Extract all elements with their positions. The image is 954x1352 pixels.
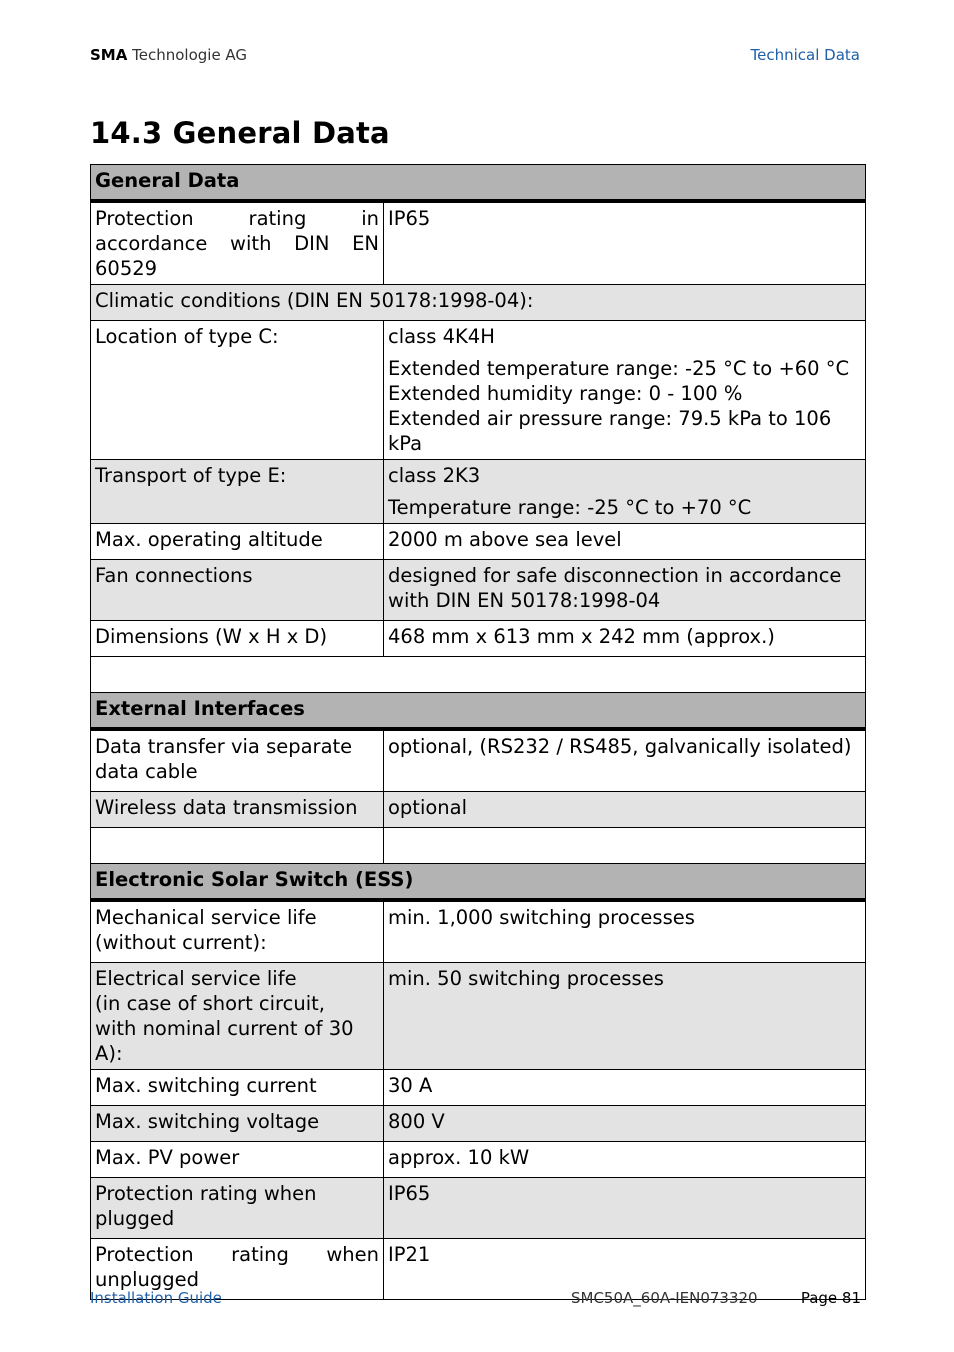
section-title: General Data: [91, 165, 866, 202]
row-value: optional: [384, 792, 866, 828]
label-line: data cable: [95, 760, 198, 783]
table-row: [91, 285, 866, 321]
header-section: Technical Data: [750, 46, 860, 64]
row-value: [384, 460, 866, 524]
footer-page-number: Page 81: [800, 1289, 861, 1307]
row-label: Max. PV power: [91, 1142, 384, 1178]
blank-row: [91, 657, 866, 693]
row-label: Max. operating altitude: [91, 524, 384, 560]
row-value: designed for safe disconnection in accordance with DIN EN 50178:1998-04: [384, 560, 866, 621]
blank-cell: [91, 657, 866, 693]
company-name: Technologie AG: [132, 46, 248, 64]
table-row: [91, 201, 866, 285]
section-header-general: [91, 165, 866, 202]
row-value: min. 1,000 switching processes: [384, 900, 866, 963]
value-line: Extended air pressure range: 79.5 kPa to 106 kPa: [388, 407, 832, 455]
row-label: [91, 1178, 384, 1239]
table-row: [91, 460, 866, 524]
section-header-external: [91, 693, 866, 730]
label-line: Protection rating when: [95, 1182, 317, 1205]
value-line: Extended temperature range: -25 °C to +60 °C: [388, 357, 850, 380]
page-title: 14.3 General Data: [90, 116, 390, 150]
table-row: [91, 560, 866, 621]
label-line: Mechanical service life: [95, 906, 317, 929]
table-row: [91, 729, 866, 792]
footer-guide: Installation Guide: [90, 1289, 222, 1307]
table-row: [91, 900, 866, 963]
table-row: [91, 1106, 866, 1142]
row-value: min. 50 switching processes: [384, 963, 866, 1070]
general-data-table: [90, 164, 866, 1300]
table-row: [91, 621, 866, 657]
row-value: 468 mm x 613 mm x 242 mm (approx.): [384, 621, 866, 657]
label-line: plugged: [95, 1207, 175, 1230]
label-line: (without current):: [95, 931, 267, 954]
blank-row: [91, 828, 866, 864]
section-title: Electronic Solar Switch (ESS): [91, 864, 866, 901]
row-label: Transport of type E:: [91, 460, 384, 524]
label-line: (in case of short circuit,: [95, 992, 325, 1015]
label-line: Electrical service life: [95, 967, 297, 990]
row-value: [384, 321, 866, 460]
footer-doc-id: SMC50A_60A-IEN073320: [571, 1289, 758, 1307]
blank-cell: [384, 828, 866, 864]
section-title: External Interfaces: [91, 693, 866, 730]
table-row: [91, 321, 866, 460]
table-row: [91, 963, 866, 1070]
row-label: Climatic conditions (DIN EN 50178:1998-04):: [91, 285, 866, 321]
row-value: approx. 10 kW: [384, 1142, 866, 1178]
section-header-ess: [91, 864, 866, 901]
value-line: class 2K3: [388, 464, 481, 487]
row-label: [91, 729, 384, 792]
row-value: 2000 m above sea level: [384, 524, 866, 560]
row-label: Location of type C:: [91, 321, 384, 460]
row-value: optional, (RS232 / RS485, galvanically isolated): [384, 729, 866, 792]
row-label: Protection rating when unplugged: [91, 1239, 384, 1300]
blank-cell: [91, 828, 384, 864]
table-row: [91, 1142, 866, 1178]
table-row: [91, 792, 866, 828]
row-value: IP65: [384, 201, 866, 285]
row-label: [91, 900, 384, 963]
table-row: [91, 524, 866, 560]
row-value: IP65: [384, 1178, 866, 1239]
table-row: [91, 1070, 866, 1106]
value-line: Extended humidity range: 0 - 100 %: [388, 382, 743, 405]
value-line: Temperature range: -25 °C to +70 °C: [388, 496, 752, 519]
row-label: [91, 963, 384, 1070]
row-label: Wireless data transmission: [91, 792, 384, 828]
label-line: with nominal current of 30 A):: [95, 1017, 354, 1065]
row-label: Dimensions (W x H x D): [91, 621, 384, 657]
company-brand: SMA: [90, 46, 128, 64]
row-value: 30 A: [384, 1070, 866, 1106]
label-line: Data transfer via separate: [95, 735, 353, 758]
row-label: Max. switching current: [91, 1070, 384, 1106]
row-label: Max. switching voltage: [91, 1106, 384, 1142]
row-value: 800 V: [384, 1106, 866, 1142]
row-label: Protection rating in accordance with DIN EN 60529: [91, 201, 384, 285]
table-row: [91, 1178, 866, 1239]
header-company: [90, 46, 247, 64]
row-label: Fan connections: [91, 560, 384, 621]
row-value: IP21: [384, 1239, 866, 1300]
value-line: class 4K4H: [388, 325, 495, 348]
